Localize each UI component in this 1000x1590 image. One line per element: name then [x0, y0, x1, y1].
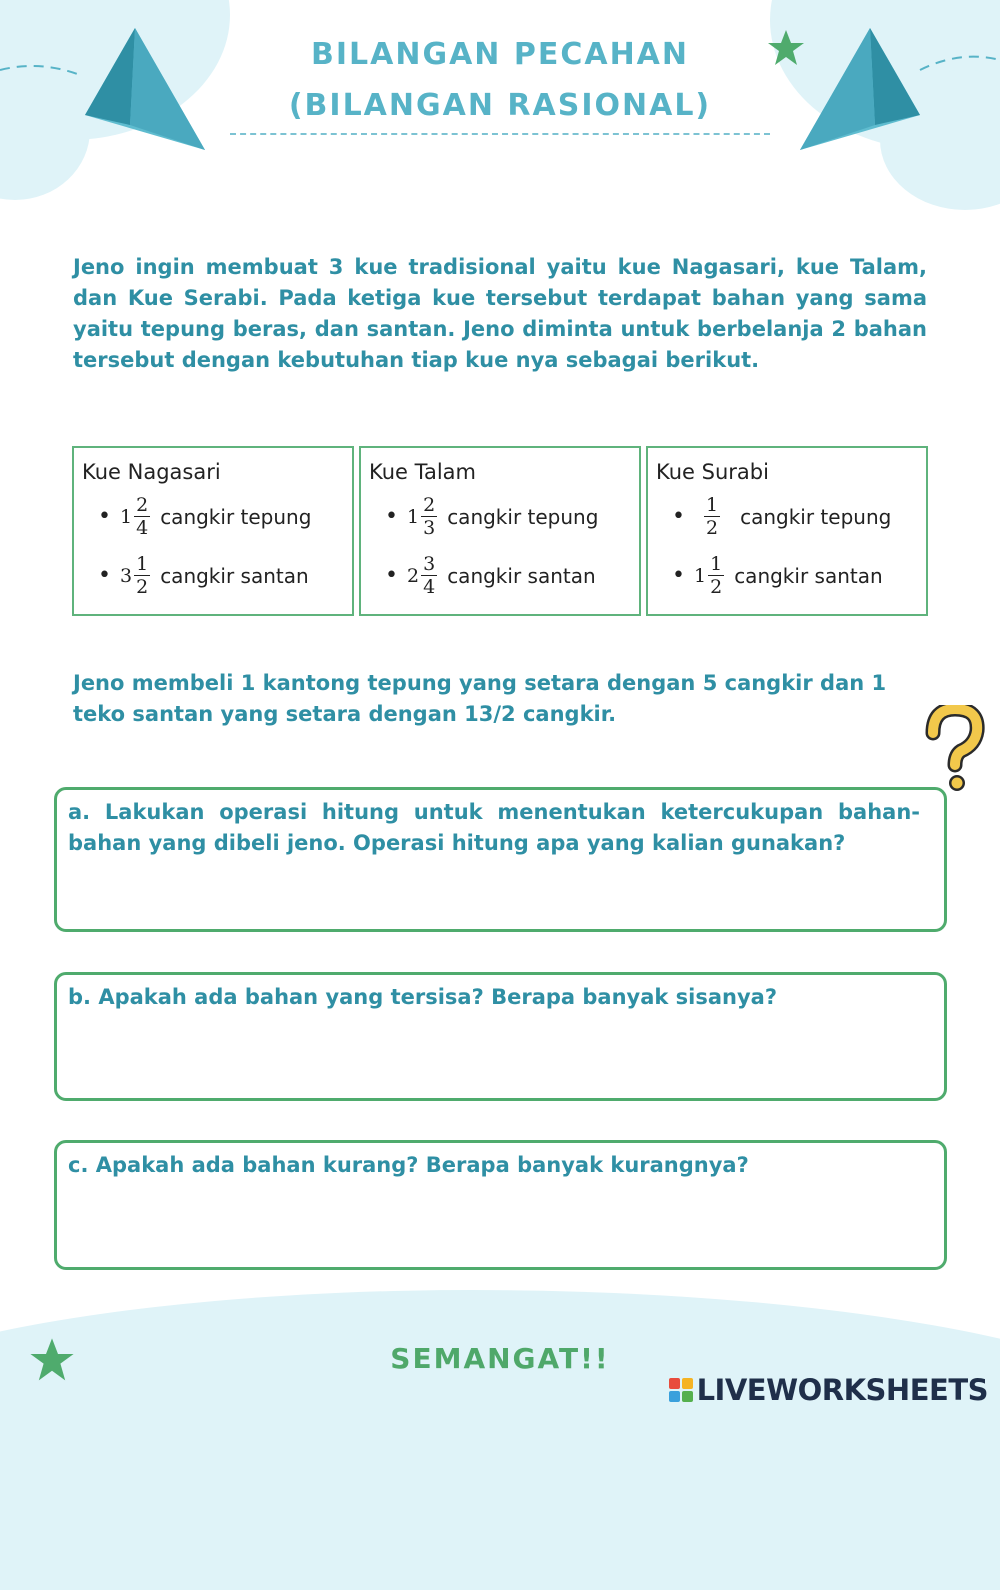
liveworksheets-logo-icon [669, 1378, 693, 1402]
fraction-numerator: 1 [710, 553, 723, 575]
fraction-numerator: 3 [423, 553, 436, 575]
answer-input-c[interactable] [69, 1221, 932, 1257]
mixed-fraction [120, 494, 150, 539]
question-text: a. Lakukan operasi hitung untuk menentukan ketercukupan bahan-bahan yang dibeli jeno. Operasi hitung apa yang kalian gunakan? [68, 800, 920, 855]
bullet-icon: • [385, 563, 398, 588]
ingredient-label: cangkir tepung [447, 504, 599, 529]
liveworksheets-brand[interactable] [669, 1373, 988, 1407]
kue-title: Kue Talam [369, 460, 477, 484]
question-box-b [54, 972, 947, 1101]
fraction-numerator: 1 [706, 494, 719, 516]
kue-box-nagasari [72, 446, 354, 616]
kue-title: Kue Nagasari [82, 460, 221, 484]
kue-box-talam [359, 446, 641, 616]
ingredient-label: cangkir tepung [160, 504, 312, 529]
ingredient-label: cangkir santan [734, 563, 883, 588]
bg-wave-bottom [0, 1290, 1000, 1590]
fraction-whole: 1 [694, 564, 707, 587]
fraction-denominator: 4 [136, 517, 149, 539]
answer-input-b[interactable] [69, 1052, 932, 1088]
question-box-a [54, 787, 947, 932]
fraction-denominator: 2 [136, 576, 149, 598]
page-title-line1: BILANGAN PECAHAN [310, 37, 689, 72]
mixed-fraction [120, 553, 150, 598]
mixed-fraction [694, 553, 724, 598]
bullet-icon: • [672, 563, 685, 588]
kue-title: Kue Surabi [656, 460, 769, 484]
mixed-fraction [407, 494, 437, 539]
ingredient-label: cangkir santan [447, 563, 596, 588]
fraction-denominator: 4 [423, 576, 436, 598]
brand-name: LIVEWORKSHEETS [696, 1373, 988, 1407]
question-mark-icon [925, 705, 985, 795]
ingredient-row [98, 553, 309, 598]
question-text: b. Apakah ada bahan yang tersisa? Berapa banyak sisanya? [68, 985, 778, 1009]
page-title-line2: (BILANGAN RASIONAL) [288, 88, 712, 123]
info-paragraph: Jeno membeli 1 kantong tepung yang setara dengan 5 cangkir dan 1 teko santan yang setara dengan 13/2 cangkir. [73, 671, 887, 726]
mixed-fraction [407, 553, 437, 598]
answer-input-a[interactable] [69, 883, 932, 919]
fraction-whole: 3 [120, 564, 133, 587]
fraction-whole: 1 [120, 505, 133, 528]
fraction-whole: 1 [407, 505, 420, 528]
mixed-fraction [702, 494, 720, 539]
ingredient-row [672, 553, 883, 598]
intro-paragraph: Jeno ingin membuat 3 kue tradisional yaitu kue Nagasari, kue Talam, dan Kue Serabi. Pada ketiga kue tersebut terdapat bahan yang sama yaitu tepung beras, dan santan. Jeno diminta untuk berbelanja 2 bahan tersebut dengan kebutuhan tiap kue nya sebagai berikut. [73, 255, 927, 372]
ingredient-row [385, 553, 596, 598]
ingredient-row [98, 494, 311, 539]
question-box-c [54, 1140, 947, 1270]
fraction-denominator: 2 [710, 576, 723, 598]
fraction-numerator: 2 [423, 494, 436, 516]
bullet-icon: • [385, 504, 398, 529]
title-divider [230, 133, 770, 135]
ingredient-label: cangkir santan [160, 563, 309, 588]
ingredient-row [672, 494, 891, 539]
ingredient-row [385, 494, 598, 539]
kue-box-surabi [646, 446, 928, 616]
ingredient-label: cangkir tepung [740, 504, 892, 529]
footer-semangat: SEMANGAT!! [390, 1342, 610, 1375]
fraction-numerator: 1 [136, 553, 149, 575]
fraction-whole: 2 [407, 564, 420, 587]
fraction-denominator: 2 [706, 517, 719, 539]
bullet-icon: • [672, 504, 685, 529]
fraction-denominator: 3 [423, 517, 436, 539]
fraction-numerator: 2 [136, 494, 149, 516]
question-text: c. Apakah ada bahan kurang? Berapa banyak kurangnya? [68, 1153, 749, 1177]
bullet-icon: • [98, 563, 111, 588]
bullet-icon: • [98, 504, 111, 529]
